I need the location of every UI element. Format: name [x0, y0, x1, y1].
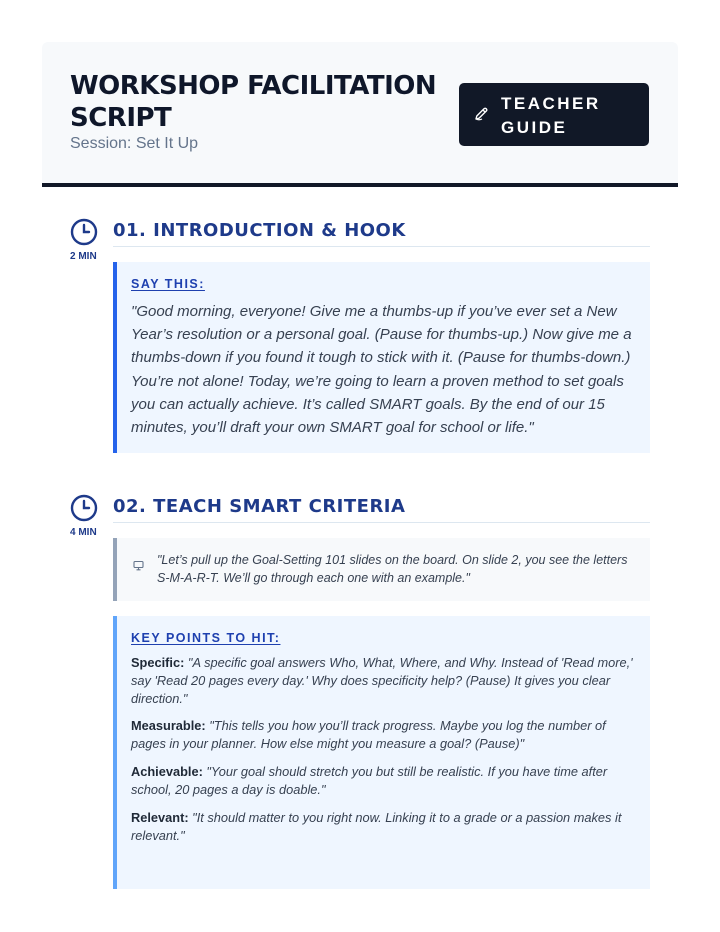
section-divider — [113, 246, 650, 247]
key-point — [131, 654, 641, 708]
presentation-icon — [133, 560, 144, 571]
key-point-term: Specific: — [131, 655, 185, 670]
key-point-term: Relevant: — [131, 810, 189, 825]
key-point-term: Achievable: — [131, 764, 203, 779]
key-point — [131, 717, 641, 753]
clock-icon — [70, 218, 98, 246]
pencil-icon — [473, 106, 489, 122]
section-duration: 2 MIN — [70, 251, 97, 262]
key-point-text: "A specific goal answers Who, What, Where, and Why. Instead of 'Read more,' say 'Read 20 pages every day.' Why does specificity help? (Pause) It gives you clear direction." — [131, 655, 633, 706]
key-point — [131, 763, 641, 799]
say-this-box — [113, 262, 650, 453]
section-title: 01. INTRODUCTION & HOOK — [113, 220, 406, 241]
clock-icon — [70, 494, 98, 522]
section-divider — [113, 522, 650, 523]
key-points-label: KEY POINTS TO HIT: — [131, 631, 281, 645]
say-this-script: "Good morning, everyone! Give me a thumbs-up if you’ve ever set a New Year’s resolution or a personal goal. (Pause for thumbs-up.) Now give me a thumbs-down if you found it tough to stick with it. (Pause for thumbs-down.) You’re not alone! Today, we’re going to learn a proven method to set goals you can actually achieve. It’s called SMART goals. By the end of our 15 minutes, you’ll draft your own SMART goal for school or life." — [131, 303, 632, 437]
slide-note-text: "Let’s pull up the Goal-Setting 101 slides on the board. On slide 2, you see the letters S-M-A-R-T. We’ll go through each one with an example." — [157, 553, 628, 585]
slide-note-box — [113, 538, 650, 601]
page-title: WORKSHOP FACILITATION SCRIPT — [70, 71, 437, 133]
key-points-box — [113, 616, 650, 889]
session-subtitle: Session: Set It Up — [70, 135, 199, 152]
say-this-label: SAY THIS: — [131, 277, 205, 291]
key-point-text: "This tells you how you’ll track progress. Maybe you log the number of pages in your planner. How else might you measure a goal? (Pause)" — [131, 718, 606, 751]
section-title: 02. TEACH SMART CRITERIA — [113, 496, 406, 517]
key-point — [131, 809, 641, 845]
key-point-text: "Your goal should stretch you but still be realistic. If you have time after school, 20 pages a day is doable." — [131, 764, 608, 797]
key-point-text: "It should matter to you right now. Linking it to a grade or a passion makes it relevant." — [131, 810, 622, 843]
page-header — [42, 42, 678, 187]
badge-label: TEACHER GUIDE — [501, 94, 601, 137]
teacher-guide-badge — [459, 83, 649, 146]
section-duration: 4 MIN — [70, 527, 97, 538]
key-point-term: Measurable: — [131, 718, 206, 733]
